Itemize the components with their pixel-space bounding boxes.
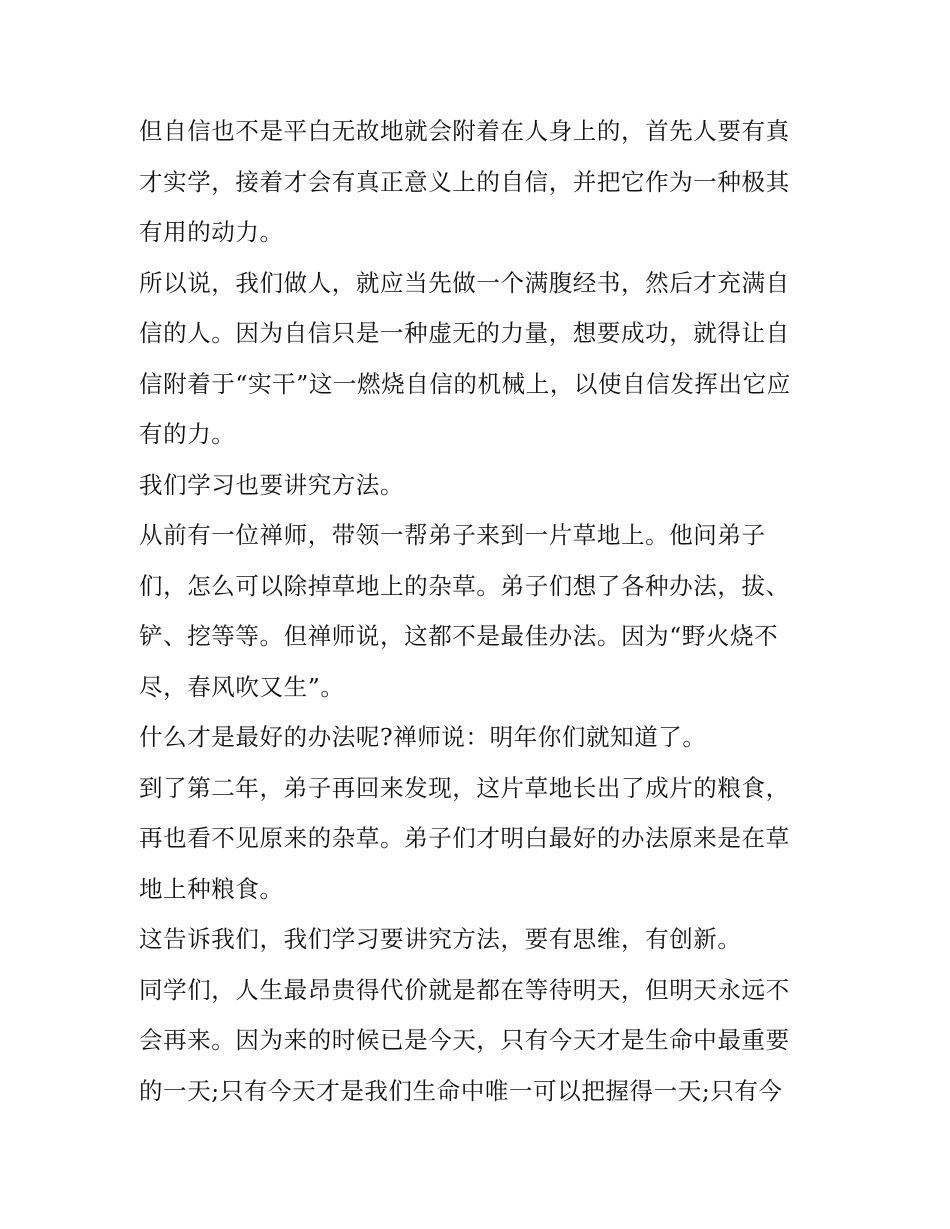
paragraph-2: 所以说，我们做人，就应当先做一个满腹经书，然后才充满自 信的人。因为自信只是一种虚无的力量，想要成功，就得让自 信附着于“实干”这一燃烧自信的机械上，以使自信发挥出它应 有的力。 (139, 268, 791, 448)
document-body (139, 106, 819, 1116)
paragraph-6: 到了第二年，弟子再回来发现，这片草地长出了成片的粮食， 再也看不见原来的杂草。弟子们才明白最好的办法原来是在草 地上种粮食。 (139, 773, 790, 903)
paragraph-3: 我们学习也要讲究方法。 (139, 470, 405, 499)
paragraph-1: 但自信也不是平白无故地就会附着在人身上的，首先人要有真 才实学，接着才会有真正意义上的自信，并把它作为一种极其 有用的动力。 (139, 117, 790, 246)
paragraph-5: 什么才是最好的办法呢?禅师说：明年你们就知道了。 (139, 723, 707, 751)
paragraph-4: 从前有一位禅师，带领一帮弟子来到一片草地上。他问弟子 们，怎么可以除掉草地上的杂草。弟子们想了各种办法，拔、 铲、挖等等。但禅师说，这都不是最佳办法。因为“野火烧不 尽，春风吹又生”。 (139, 521, 790, 701)
paragraph-7: 这告诉我们，我们学习要讲究方法，要有思维，有创新。 (139, 925, 742, 953)
paragraph-8: 同学们，人生最昂贵得代价就是都在等待明天，但明天永远不 会再来。因为来的时候已是今天，只有今天才是生命中最重要 的一天;只有今天才是我们生命中唯一可以把握得一天;只有今 (139, 975, 790, 1105)
